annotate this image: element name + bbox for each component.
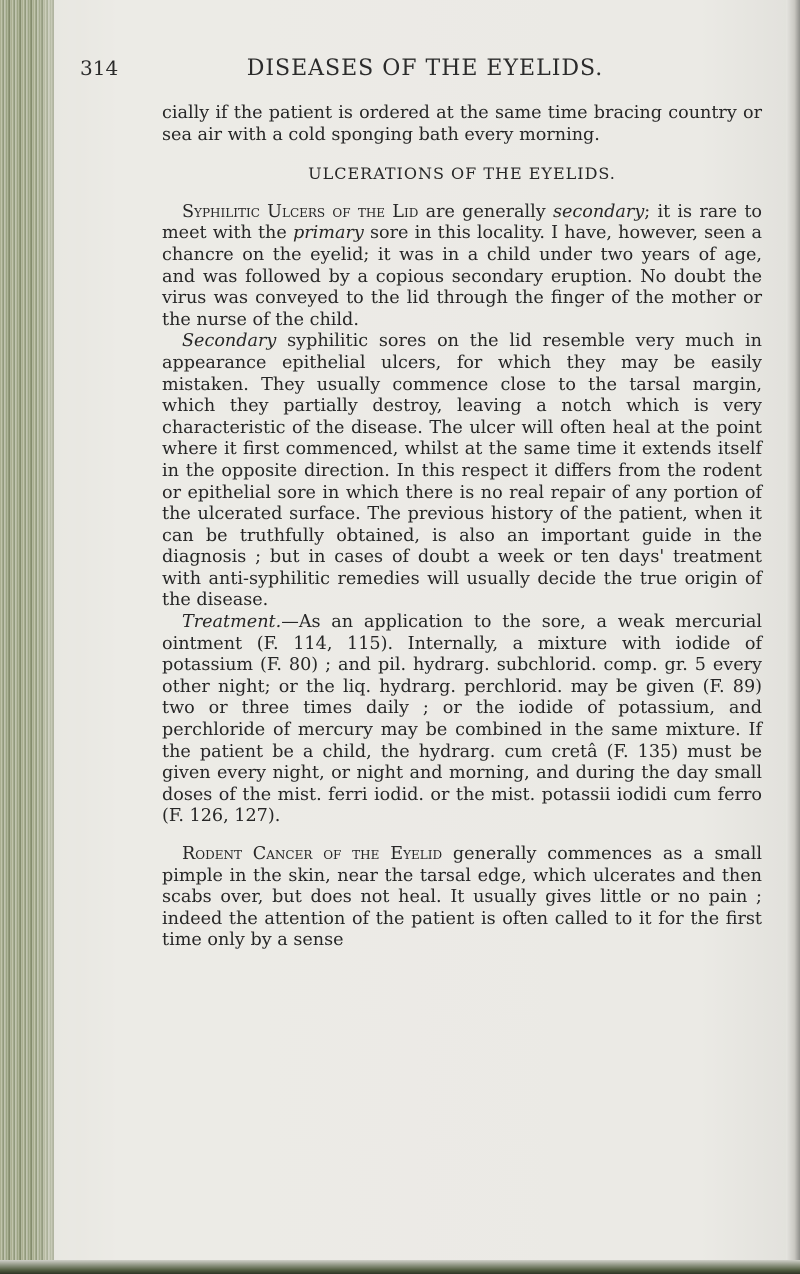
lead-term: Syphilitic Ulcers of the Lid bbox=[182, 201, 419, 222]
paragraph-syphilitic-ulcers: Syphilitic Ulcers of the Lid are generally secondary; it is rare to meet with the primary sore in this locality. I have, however, seen a chancre on the eyelid; it was in a child under two years of age, and was followed by a copious secondary eruption. No doubt the virus was conveyed to the lid through the finger of the mother or the nurse of the child. bbox=[162, 201, 762, 330]
section-heading: ULCERATIONS OF THE EYELIDS. bbox=[308, 164, 616, 184]
emphasis: Treatment. bbox=[182, 612, 282, 633]
running-head: DISEASES OF THE EYELIDS. bbox=[246, 56, 604, 81]
paragraph-treatment: Treatment.—As an application to the sore, a weak mercurial ointment (F. 114, 115). Internally, a mixture with iodide of potassium (F. 80) ; and pil. hydrarg. subchlorid. comp. gr. 5 every other night; or the liq. hydrarg. perchlorid. may be given (F. 89) two or three times daily ; or the iodide of potassium, and perchloride of mercury may be combined in the same mixture. If the patient be a child, the hydrarg. cum cretâ (F. 135) must be given every night, or night and morning, and during the day small doses of the mist. ferri iodid. or the mist. potassii iodidi cum ferro (F. 126, 127). bbox=[162, 612, 762, 827]
page-body bbox=[162, 103, 762, 952]
lead-term: Rodent Cancer of the Eyelid bbox=[182, 844, 443, 864]
paragraph-rodent-cancer: Rodent Cancer of the Eyelid generally commences as a small pimple in the skin, near the tarsal edge, which ulcerates and then scabs over, but does not heal. It usually gives little or no pain ; indeed the attention of the patient is often called to it for the first time only by a sense bbox=[162, 844, 762, 951]
emphasis: primary bbox=[292, 223, 364, 244]
paragraph-continuation: cially if the patient is ordered at the same time bracing country or sea air with a cold sponging bath every morning. bbox=[162, 103, 762, 145]
page-number: 314 bbox=[80, 56, 119, 80]
emphasis: Secondary bbox=[182, 331, 277, 352]
paragraph-secondary-sores: Secondary syphilitic sores on the lid resemble very much in appearance epithelial ulcers, for which they may be easily mistaken. They usually commence close to the tarsal margin, which they partially destroy, leaving a notch which is very characteristic of the disease. The ulcer will often heal at the point where it first commenced, whilst at the same time it extends itself in the opposite direction. In this respect it differs from the rodent or epithelial sore in which there is no real repair of any portion of the ulcerated surface. The previous history of the patient, when it can be truthfully obtained, is also an important guide in the diagnosis ; but in cases of doubt a week or ten days' treatment with anti-syphilitic remedies will usually decide the true origin of the disease. bbox=[162, 331, 762, 611]
emphasis: secondary bbox=[552, 201, 645, 222]
page-bottom-edge bbox=[0, 1260, 800, 1274]
page-header bbox=[80, 56, 770, 92]
page-right-edge bbox=[786, 0, 800, 1274]
